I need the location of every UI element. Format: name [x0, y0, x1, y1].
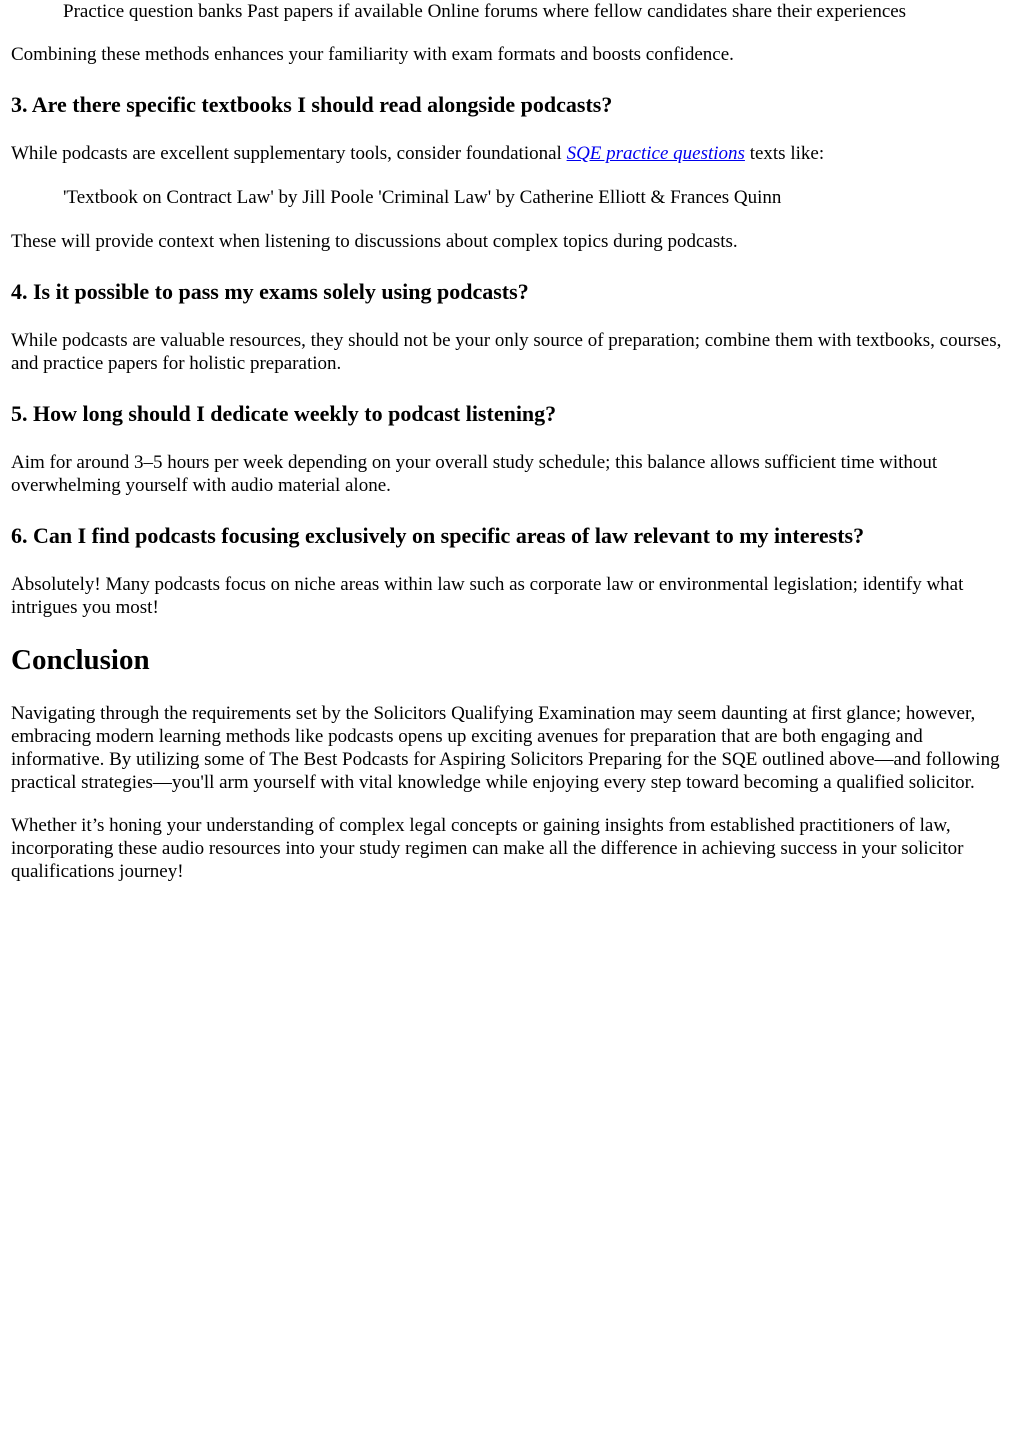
sqe-practice-questions-link[interactable]: SQE practice questions — [566, 143, 745, 164]
heading-question-3: 3. Are there specific textbooks I should read alongside podcasts? — [11, 92, 613, 117]
paragraph-conclusion-2: Whether it’s honing your understanding of complex legal concepts or gaining insights from established practitioners of law, incorporating these audio resources into your study regimen can make all the difference in achieving success in your solicitor qualifications journey! — [11, 815, 964, 882]
paragraph-question-5: Aim for around 3–5 hours per week depending on your overall study schedule; this balance allows sufficient time without overwhelming yourself with audio material alone. — [11, 452, 938, 496]
heading-question-6: 6. Can I find podcasts focusing exclusively on specific areas of law relevant to my interests? — [11, 523, 865, 548]
heading-conclusion: Conclusion — [11, 644, 150, 676]
paragraph-conclusion-1: Navigating through the requirements set by the Solicitors Qualifying Examination may seem daunting at first glance; however, embracing modern learning methods like podcasts opens up exciting avenues for preparation that are both engaging and informative. By utilizing some of The Best Podcasts for Aspiring Solicitors Preparing for the SQE outlined above—and following practical strategies—you'll arm yourself with vital knowledge while enjoying every step toward becoming a qualified solicitor. — [11, 703, 1000, 793]
list-practice-resources: Practice question banks Past papers if available Online forums where fellow candidates share their experiences — [63, 1, 907, 22]
paragraph-context: These will provide context when listening to discussions about complex topics during podcasts. — [11, 231, 738, 252]
heading-question-5: 5. How long should I dedicate weekly to podcast listening? — [11, 401, 557, 426]
heading-question-4: 4. Is it possible to pass my exams solely using podcasts? — [11, 279, 529, 304]
paragraph-combining-methods: Combining these methods enhances your familiarity with exam formats and boosts confidence. — [11, 44, 734, 65]
paragraph-question-4: While podcasts are valuable resources, they should not be your only source of preparation; combine them with textbooks, courses, and practice papers for holistic preparation. — [11, 330, 1002, 374]
paragraph-question-3 — [11, 142, 1014, 165]
list-textbooks: 'Textbook on Contract Law' by Jill Poole 'Criminal Law' by Catherine Elliott & Frances Quinn — [63, 187, 782, 208]
paragraph-question-3-text-before: While podcasts are excellent supplementary tools, consider foundational — [11, 143, 567, 164]
paragraph-question-3-text-after: texts like: — [744, 143, 825, 164]
paragraph-question-6: Absolutely! Many podcasts focus on niche areas within law such as corporate law or environmental legislation; identify what intrigues you most! — [11, 574, 964, 618]
